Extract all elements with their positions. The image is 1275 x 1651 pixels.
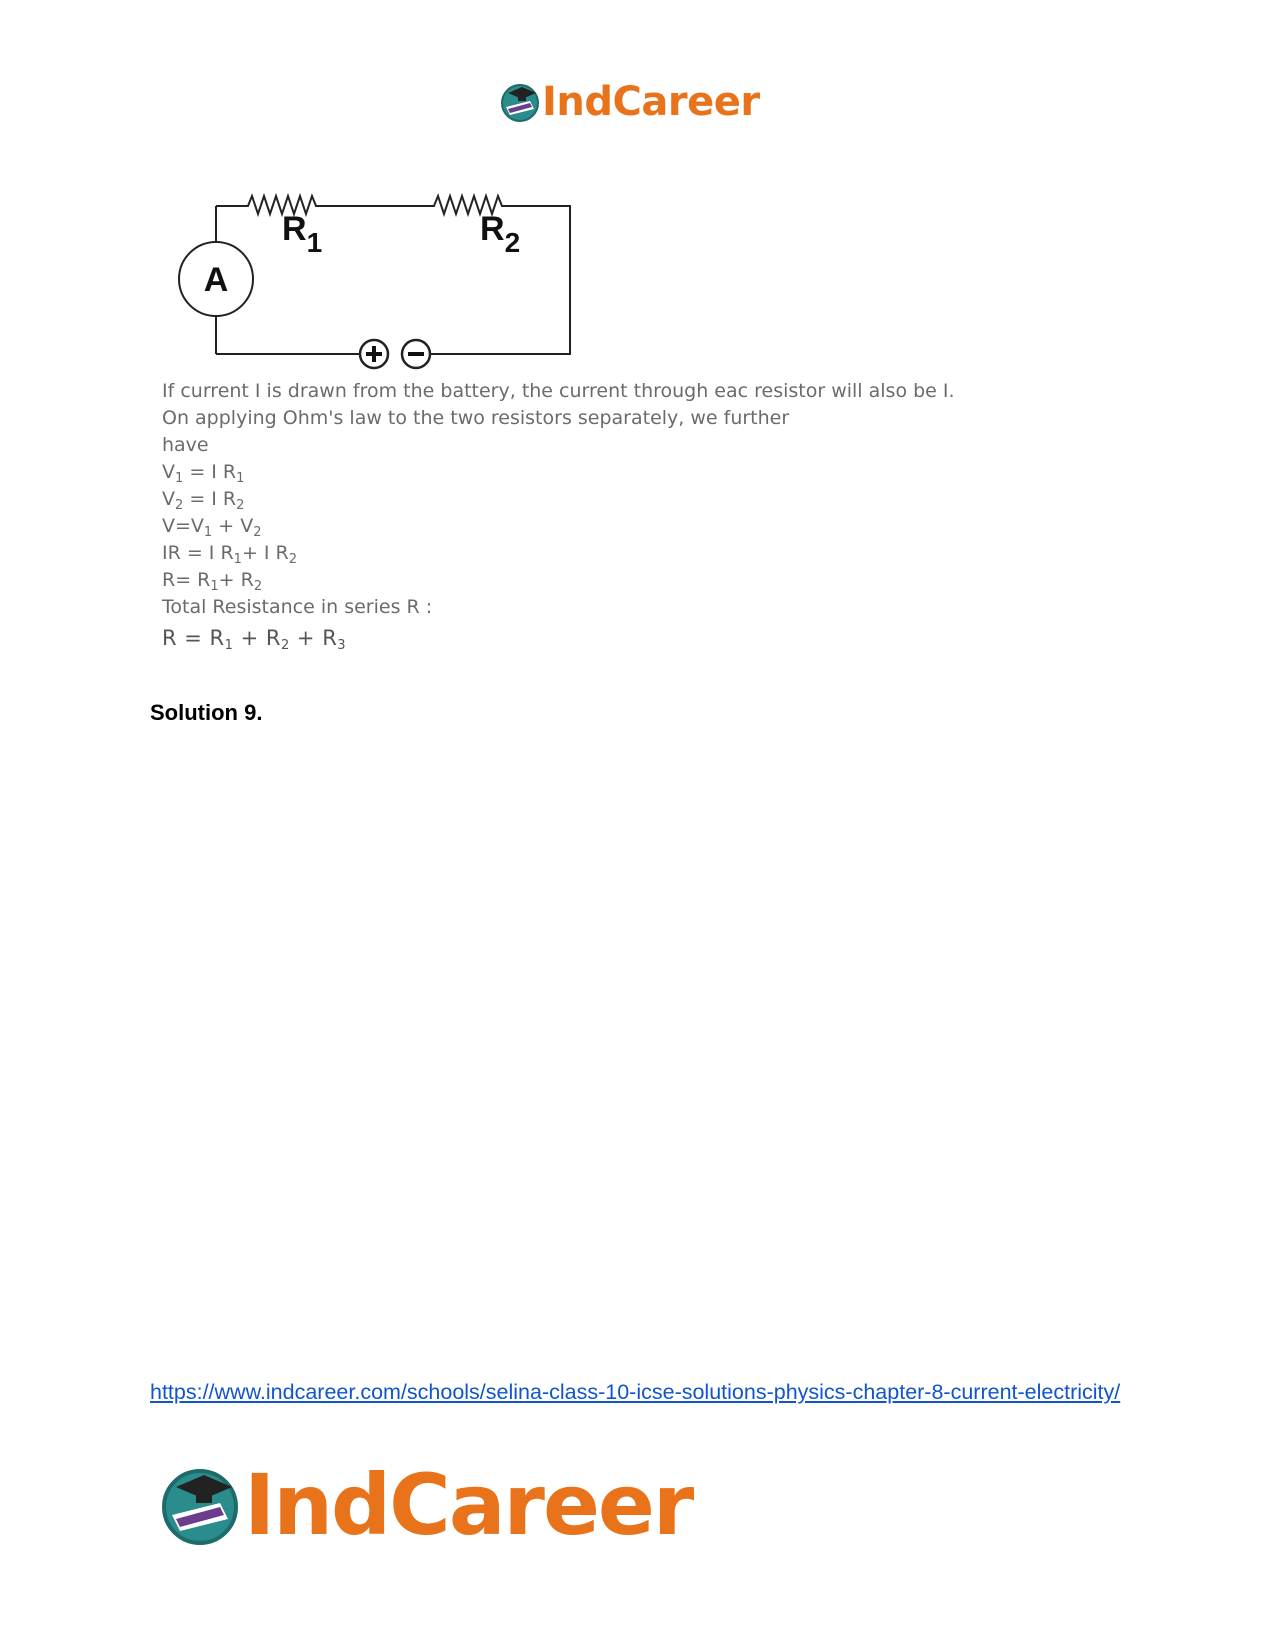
equation-v2: $V_2 = I$ $R_2$ xyxy=(162,488,245,513)
resistor-2-label: $R_2$ xyxy=(480,210,521,258)
equation-v1: $V_1 = I$ $R_1$ xyxy=(162,461,245,486)
total-resistance-formula: $R = R_1 + R_2 + R_3$ xyxy=(162,626,347,653)
graduation-book-icon xyxy=(500,81,540,123)
source-link[interactable]: https://www.indcareer.com/schools/selina-class-10-icse-solutions-physics-chapter-8-current-electricity/ xyxy=(150,1380,1121,1404)
header-logo-text: IndCareer xyxy=(542,79,760,125)
resistor-1-label: $R_1$ xyxy=(282,210,323,258)
footer-logo-text: IndCareer xyxy=(244,1456,693,1554)
explanation-line-2: On applying Ohm's law to the two resistors separately, we further xyxy=(162,407,790,429)
header-logo xyxy=(500,78,760,126)
solution-heading: Solution 9. xyxy=(150,700,263,725)
total-resistance-label: Total Resistance in series R : xyxy=(162,596,433,618)
equation-v-total: $V=V_1 + V_2$ xyxy=(162,515,262,540)
footer-logo xyxy=(160,1456,693,1554)
ammeter-label: A xyxy=(203,261,229,299)
explanation-line-3: have xyxy=(162,434,209,456)
top-wire xyxy=(216,196,570,354)
graduation-book-icon xyxy=(160,1463,240,1547)
explanation-line-1: If current I is drawn from the battery, the current through eac resistor will also be I. xyxy=(162,380,955,402)
equation-ir: IR = I $R_1+ I$ $R_2$ xyxy=(162,542,298,567)
explanation-text xyxy=(162,378,955,652)
circuit-diagram xyxy=(170,190,610,370)
equation-r: $R= R_1+ R_2$ xyxy=(162,569,263,594)
